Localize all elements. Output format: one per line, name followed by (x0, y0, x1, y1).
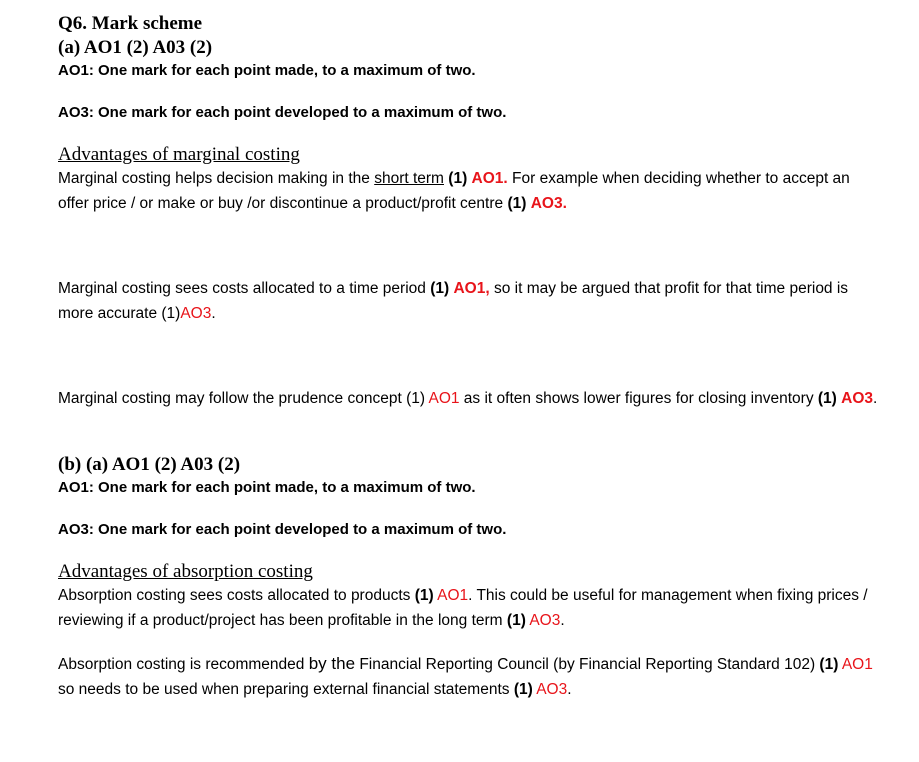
marginal-point-1 (58, 166, 878, 216)
absorption-point-2 (58, 651, 878, 702)
underlined-text: short term (374, 170, 444, 187)
ao-label: AO3 (180, 305, 212, 322)
ao-label: AO1 (428, 390, 460, 407)
mark: (1) (506, 612, 526, 629)
mark: (1) (507, 195, 527, 212)
text: so needs to be used when preparing external financial statements (58, 681, 514, 698)
part-b-ao1-criteria: AO1: One mark for each point made, to a maximum of two. (58, 479, 476, 496)
ao-label: AO1 (437, 587, 469, 604)
text: by the (308, 654, 356, 673)
part-b-ao3-criteria: AO3: One mark for each point developed to a maximum of two. (58, 521, 507, 538)
text: Marginal costing may follow the prudence concept (1) (58, 390, 429, 407)
part-a-ao1-criteria: AO1: One mark for each point made, to a maximum of two. (58, 62, 476, 79)
text: . (560, 612, 565, 629)
ao-label: AO1 (841, 656, 873, 673)
text: . This could be useful for management when fixing prices / reviewing if a product/project has been profitable in the long term (58, 587, 868, 629)
mark: (1) (430, 280, 450, 297)
part-a-heading: (a) AO1 (2) A03 (2) (58, 37, 213, 58)
text: Absorption costing sees costs allocated to products (58, 587, 415, 604)
ao-label: AO1, (453, 280, 490, 297)
marginal-point-3 (58, 386, 878, 411)
mark: (1) (414, 587, 434, 604)
ao-label: AO3 (529, 612, 561, 629)
mark: (1) (817, 390, 837, 407)
ao-label: AO3 (841, 390, 874, 407)
text: Absorption costing is recommended (58, 656, 309, 673)
ao-label: AO3 (536, 681, 568, 698)
text: as it often shows lower figures for closing inventory (459, 390, 818, 407)
mark: (1) (448, 170, 468, 187)
text: . (873, 390, 878, 407)
question-title: Q6. Mark scheme (58, 13, 203, 34)
ao-label: AO3. (530, 195, 567, 212)
marginal-costing-section-title: Advantages of marginal costing (58, 144, 300, 165)
mark: (1) (513, 681, 533, 698)
text: so it may be argued that profit for that time period is more accurate (1) (58, 280, 849, 322)
absorption-point-1 (58, 583, 878, 633)
text: Financial Reporting Council (by Financial Reporting Standard 102) (355, 656, 820, 673)
marginal-point-2 (58, 276, 878, 326)
text: For example when deciding whether to accept an offer price / or make or buy /or discontinue a product/profit centre (58, 170, 850, 212)
ao-label: AO1. (471, 170, 508, 187)
text: . (567, 681, 572, 698)
mark: (1) (819, 656, 839, 673)
text: . (211, 305, 216, 322)
part-b-heading: (b) (a) AO1 (2) A03 (2) (58, 454, 241, 475)
text: Marginal costing helps decision making in the (58, 170, 375, 187)
mark-scheme-page (58, 12, 878, 702)
part-a-ao3-criteria: AO3: One mark for each point developed to a maximum of two. (58, 104, 507, 121)
absorption-costing-section-title: Advantages of absorption costing (58, 561, 313, 582)
text: Marginal costing sees costs allocated to a time period (58, 280, 431, 297)
